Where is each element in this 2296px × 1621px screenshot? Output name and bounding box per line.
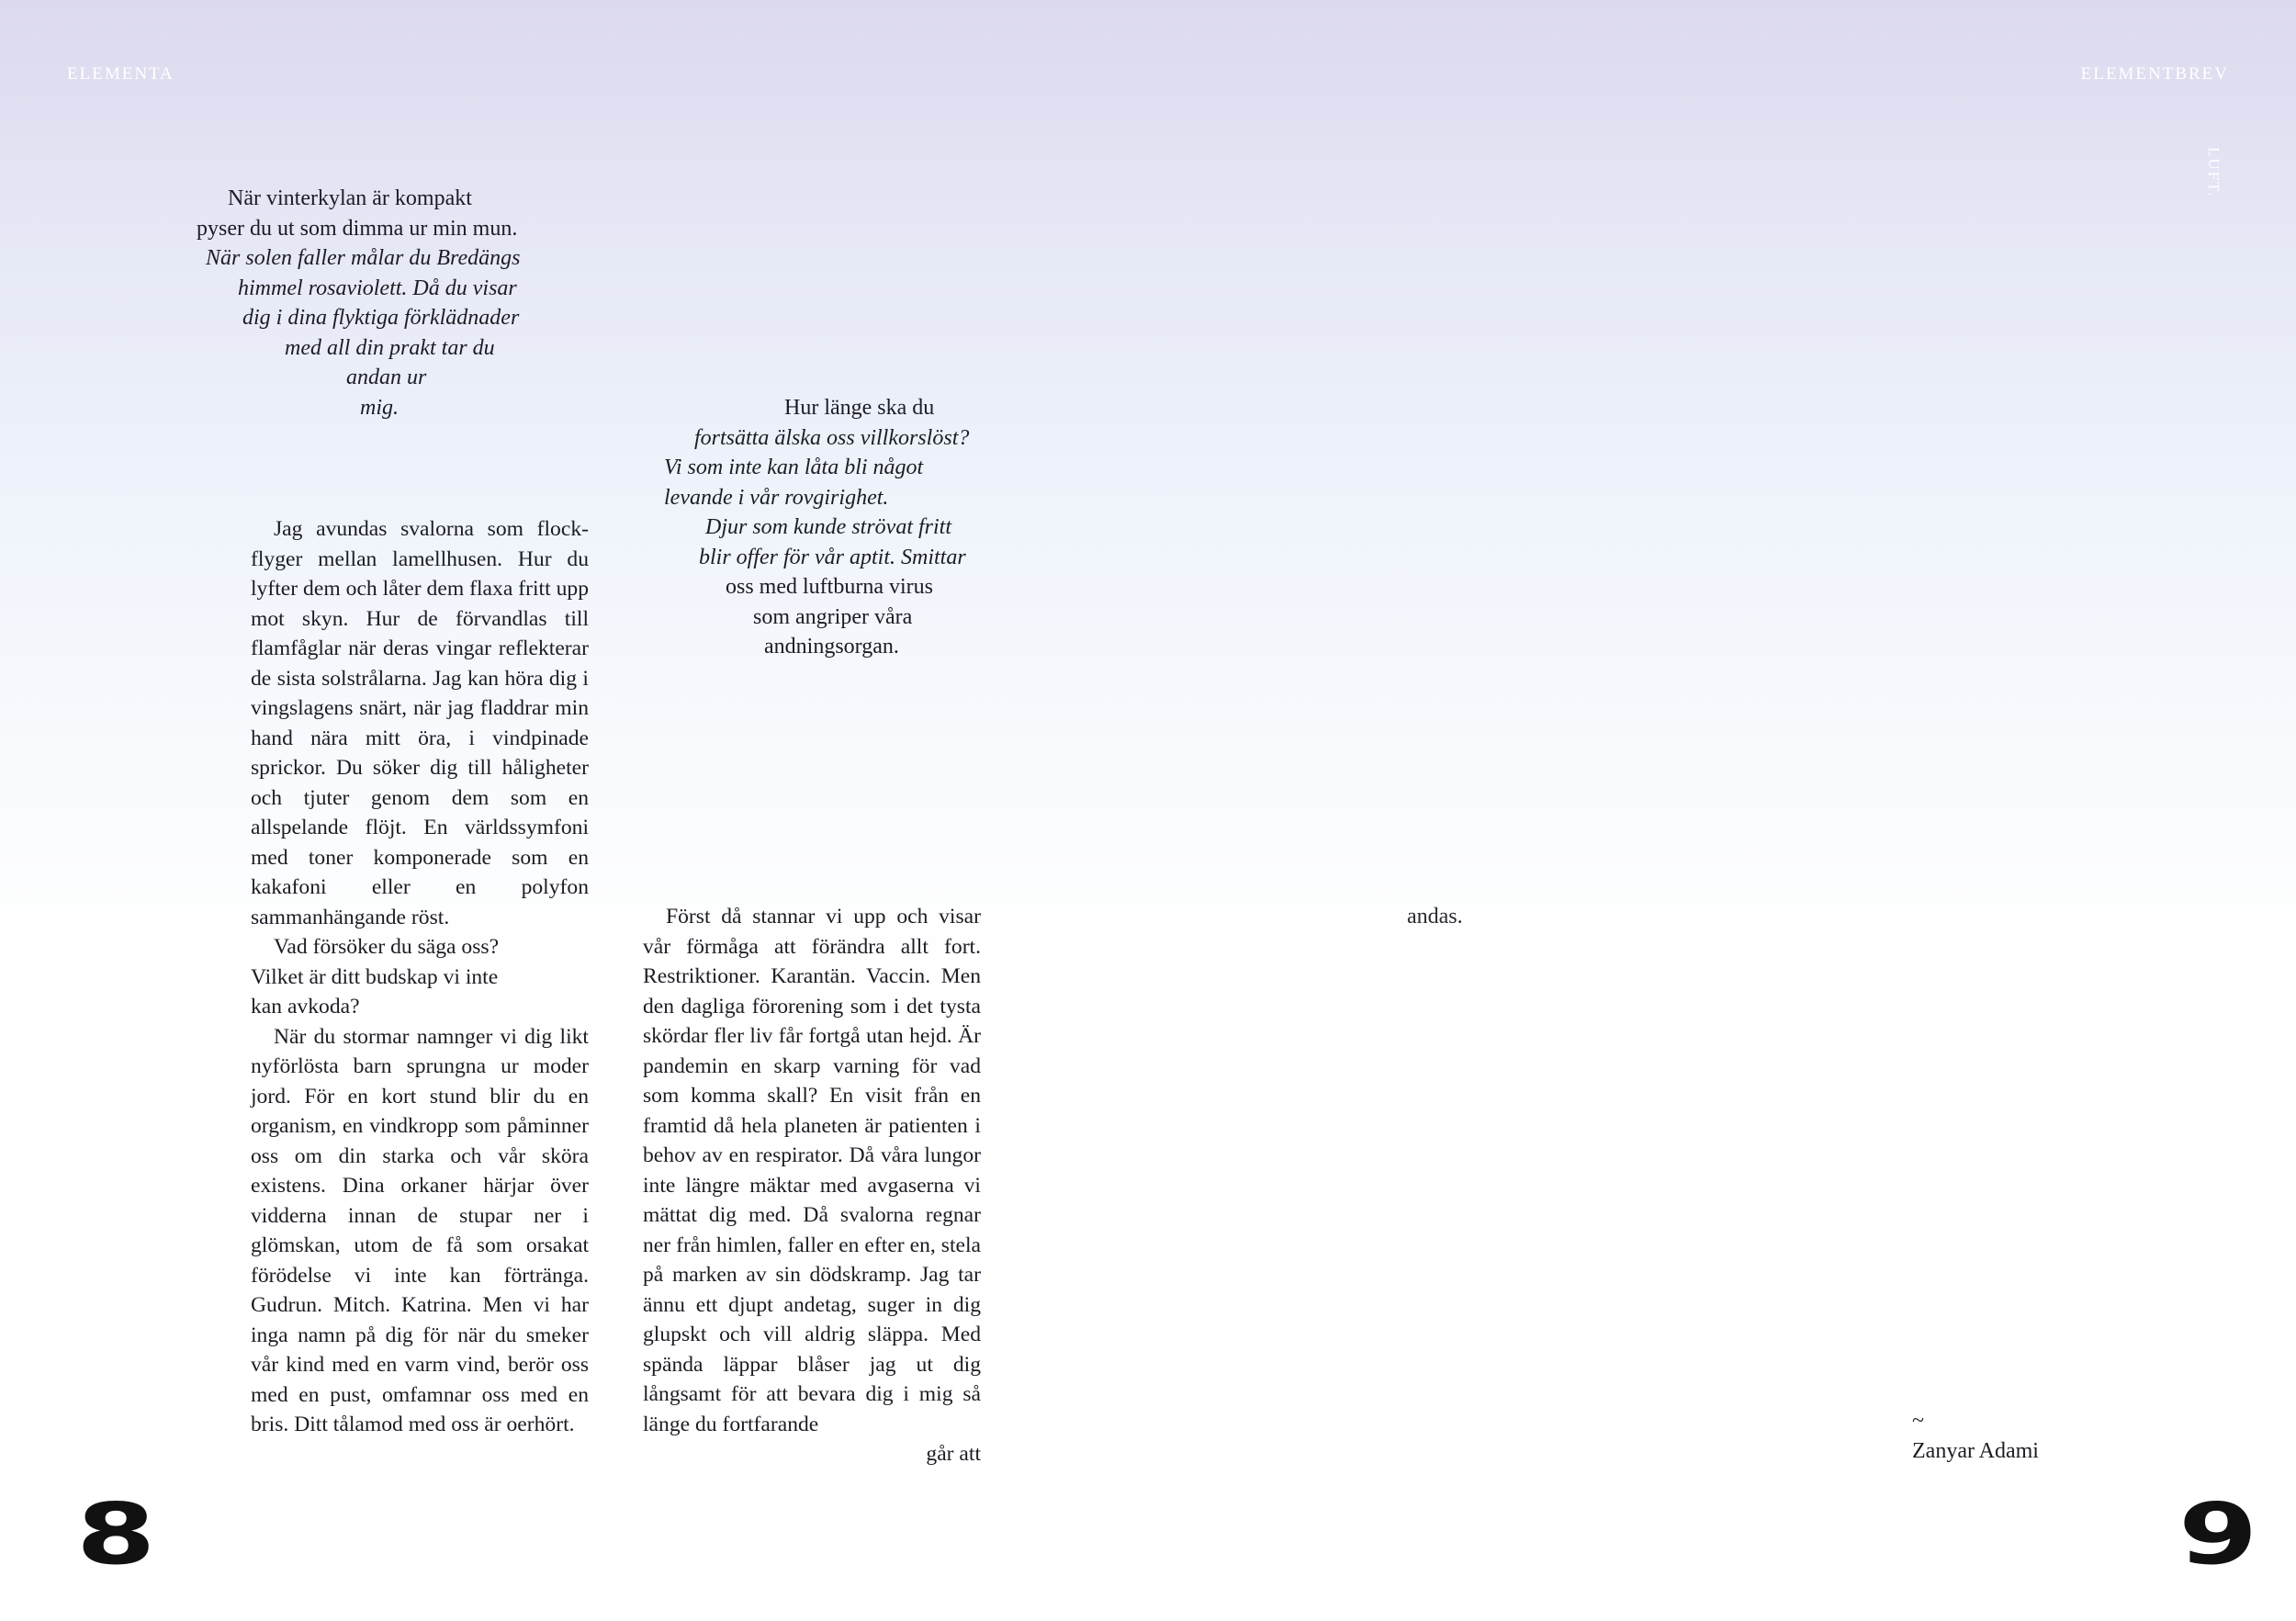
poem-line: oss med luftburna virus <box>726 575 933 599</box>
poem-line: Djur som kunde strövat fritt <box>705 515 951 539</box>
poem-line: fortsätta älska oss villkorslöst? <box>694 426 970 450</box>
poem-line: När solen faller målar du Bredängs <box>206 246 521 270</box>
poem-line: som angriper våra <box>753 605 913 629</box>
running-header-left: ELEMENTA <box>67 64 174 84</box>
prose-line-end: går att <box>926 1442 981 1466</box>
author-name: Zanyar Adami <box>1912 1438 2039 1463</box>
closing-word: andas. <box>1407 905 1463 929</box>
poem-line: dig i dina flyktiga förklädnader <box>242 306 520 330</box>
poem-line: andningsorgan. <box>764 635 899 659</box>
prose-question: Vad försöker du säga oss? <box>274 935 500 959</box>
poem-line: mig. <box>360 396 399 420</box>
running-header-right: ELEMENTBREV <box>2080 64 2229 84</box>
prose-paragraph: När du stormar namnger vi dig likt nyförlösta barn sprungna ur moder jord. För en kort stund blir du en organism, en vindkropp som påminner oss om din starka och vår sköra existens. Dina orkaner härjar över vidderna innan de stupar ner i glömskan, utom de få som orsakat förödelse vi inte kan förtränga. Gudrun. Mitch. Katrina. Men vi har inga namn på dig för när du smeker vår kind med en varm vind, berör oss med en pust, omfamnar oss med en bris. Ditt tålamod med oss är oerhört. <box>251 1024 589 1436</box>
poem-line: levande i vår rovgirighet. <box>664 486 889 510</box>
prose-column-middle <box>643 902 981 1469</box>
poem-line: med all din prakt tar du <box>285 336 495 360</box>
poem-line: pyser du ut som dimma ur min mun. <box>197 217 518 241</box>
page-number-right: 9 <box>2178 1485 2258 1583</box>
prose-column-left <box>251 514 589 1440</box>
poem-line: När vinterkylan är kompakt <box>228 186 472 210</box>
signature-mark: ~ <box>1912 1409 1924 1433</box>
poem-line: Hur länge ska du <box>784 396 935 420</box>
page-number-left: 8 <box>76 1485 156 1583</box>
prose-question: kan avkoda? <box>251 995 360 1019</box>
signature <box>1912 1406 2039 1466</box>
poem-line: himmel rosaviolett. Då du visar <box>238 276 517 300</box>
poem-line: Vi som inte kan låta bli något <box>664 456 924 479</box>
poem-line: andan ur <box>346 366 427 389</box>
poem-line: blir offer för vår aptit. Smittar <box>699 546 966 569</box>
prose-question: Vilket är ditt budskap vi inte <box>251 964 499 989</box>
prose-paragraph: Jag avundas svalorna som flockflyger mellan lamellhusen. Hur du lyfter dem och låter dem flaxa fritt upp mot skyn. Hur de förvandlas till flamfåglar när deras vingar reflekterar de sista solstrålarna. Jag kan höra dig i vingslagens snärt, när jag fladdrar min hand nära mitt öra, i vindpinade sprickor. Du söker dig till håligheter och tjuter genom dem som en allspelande flöjt. En världssymfoni med toner komponerade som en kakafoni eller en polyfon sammanhängande röst. <box>251 517 589 929</box>
prose-paragraph: Först då stannar vi upp och visar vår förmåga att förändra allt fort. Restriktioner. Karantän. Vaccin. Men den dagliga förorening som i det tysta skördar fler liv får fortgå utan hejd. Är pandemin en skarp varning för vad som komma skall? En visit från en framtid då hela planeten är patienten i behov av en respirator. Då våra lungor inte längre mäktar med avgaserna vi mättat dig med. Då svalorna regnar ner från himlen, faller en efter en, stela på marken av sin dödskramp. Jag tar ännu ett djupt andetag, suger in dig glupskt och vill aldrig släppa. Med spända läppar blåser jag ut dig långsamt för att bevara dig i mig så länge du fortfarande <box>643 905 981 1436</box>
section-tag-vertical: LUFT. <box>2205 147 2223 198</box>
